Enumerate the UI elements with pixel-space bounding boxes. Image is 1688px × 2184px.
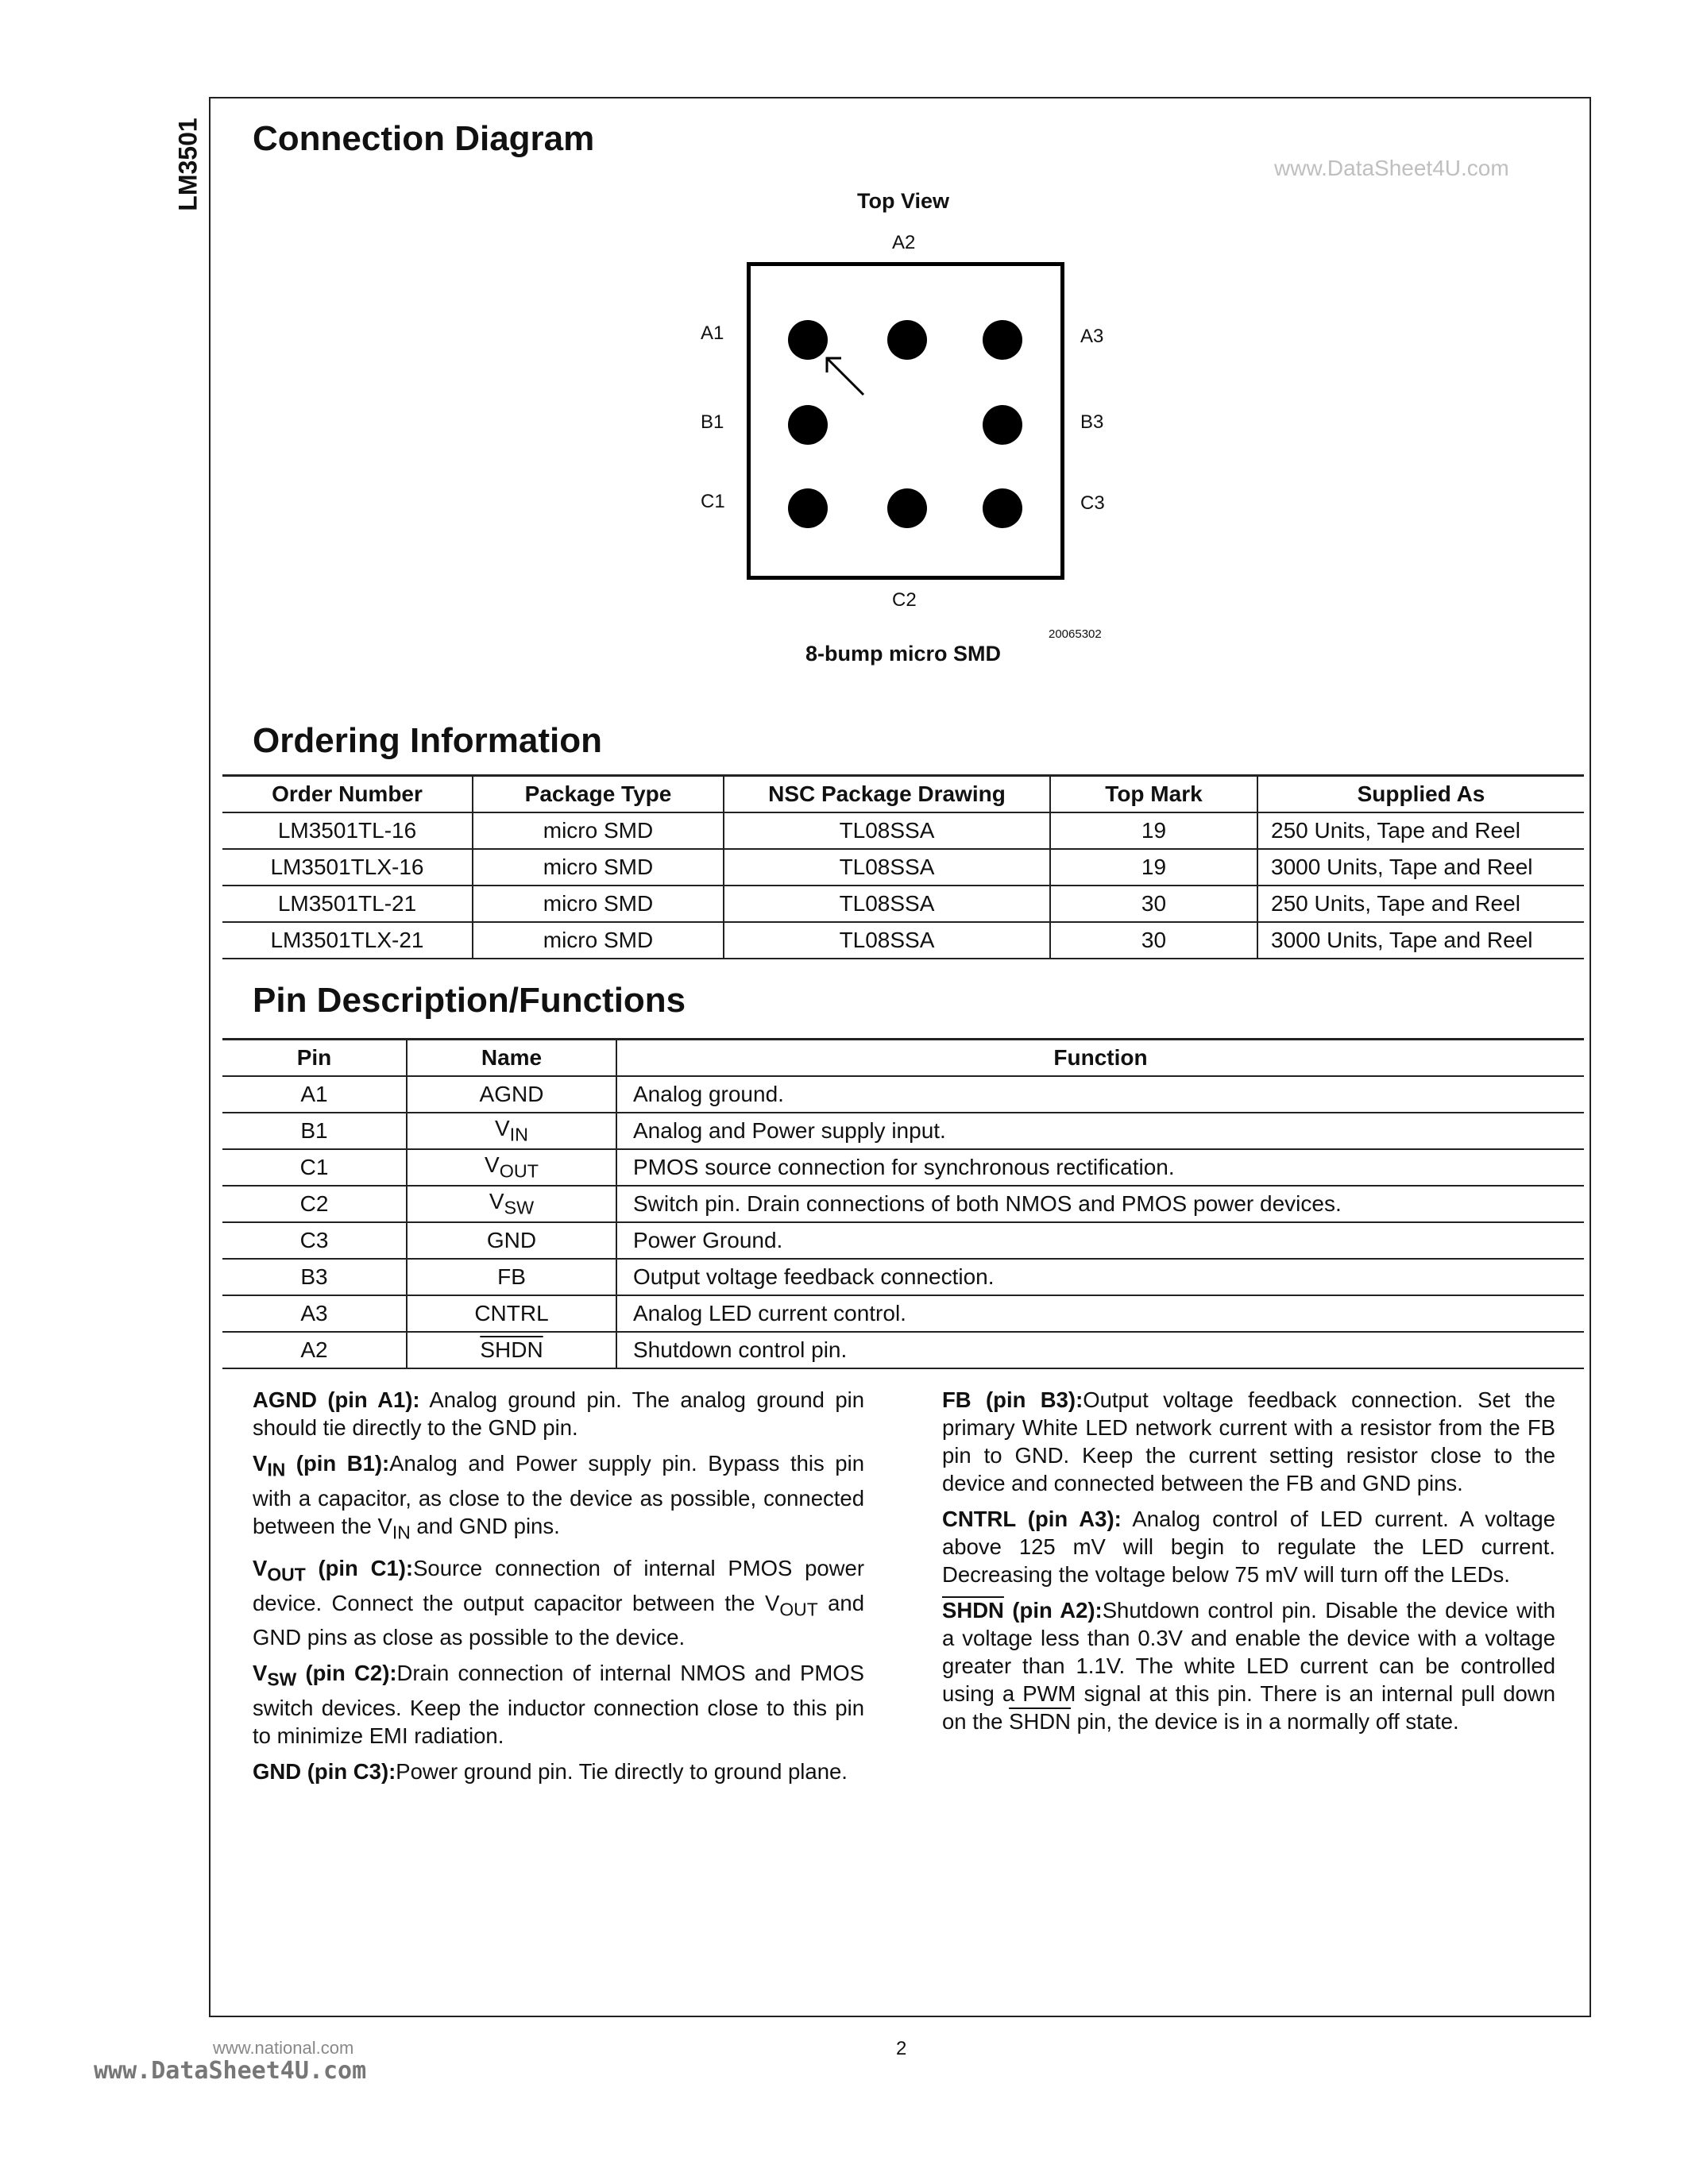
package-caption: 8-bump micro SMD xyxy=(805,642,1002,666)
vsw-label xyxy=(253,1661,397,1690)
pin-row xyxy=(222,1222,1584,1259)
pin-id-cell: B3 xyxy=(222,1259,407,1295)
bump-a3 xyxy=(983,320,1022,360)
pin-label-c2: C2 xyxy=(892,589,917,611)
pin-name-subscript: OUT xyxy=(499,1160,539,1182)
order-number-cell: LM3501TL-21 xyxy=(222,886,473,922)
supplied-as-cell: 3000 Units, Tape and Reel xyxy=(1257,922,1584,959)
ordering-col-package-type: Package Type xyxy=(473,776,724,813)
shdn-symbol: SHDN xyxy=(942,1598,1004,1623)
fb-description xyxy=(942,1386,1555,1497)
pin-name-cell xyxy=(407,1076,616,1113)
shdn-label xyxy=(942,1598,1103,1623)
agnd-label: AGND (pin A1): xyxy=(253,1387,420,1412)
pin-name-subscript: IN xyxy=(509,1124,529,1145)
pin-function-cell: Power Ground. xyxy=(616,1222,1584,1259)
ordering-table xyxy=(222,774,1584,959)
watermark-top: www.DataSheet4U.com xyxy=(1274,156,1509,180)
pin-label-c3: C3 xyxy=(1080,492,1105,514)
connection-diagram-heading: Connection Diagram xyxy=(253,119,595,158)
pin-col-function: Function xyxy=(616,1040,1584,1077)
pin-name-cell xyxy=(407,1149,616,1186)
top-mark-cell: 19 xyxy=(1050,812,1257,849)
vin-symbol: V xyxy=(253,1451,268,1476)
vout-text-2: and GND pins as close as possible to the device. xyxy=(253,1590,864,1650)
footer-url[interactable]: www.national.com xyxy=(213,2038,354,2058)
pin-function-cell: Output voltage feedback connection. xyxy=(616,1259,1584,1295)
pin-name: FB xyxy=(497,1264,526,1289)
pin-row xyxy=(222,1332,1584,1368)
pin-function-cell: PMOS source connection for synchronous rectification. xyxy=(616,1149,1584,1186)
vout-text-subscript: OUT xyxy=(779,1599,818,1619)
shdn-text-1: Shutdown control pin. Disable the device with a voltage less than 0.3V and enable the device with a voltage greater than 1.1V. The white LED current can be controlled using a PWM signal at this pin. There is an internal pull down on the xyxy=(942,1598,1556,1734)
vout-subscript: OUT xyxy=(267,1564,306,1585)
pin-col-name: Name xyxy=(407,1040,616,1077)
pin-name: AGND xyxy=(479,1082,544,1106)
pin-name-cell xyxy=(407,1113,616,1149)
vsw-subscript: SW xyxy=(267,1669,297,1690)
supplied-as-cell: 250 Units, Tape and Reel xyxy=(1257,812,1584,849)
side-part-number-text: LM3501 xyxy=(173,118,203,211)
pin-row xyxy=(222,1186,1584,1222)
bump-b3 xyxy=(983,405,1022,445)
pin-id-cell: A2 xyxy=(222,1332,407,1368)
top-mark-cell: 19 xyxy=(1050,849,1257,886)
package-type-cell: micro SMD xyxy=(473,922,724,959)
pin-table xyxy=(222,1038,1584,1369)
agnd-description xyxy=(253,1386,864,1441)
ordering-row xyxy=(222,886,1584,922)
vsw-pin: (pin C2): xyxy=(296,1661,397,1685)
pin-name-cell xyxy=(407,1332,616,1368)
supplied-as-cell: 250 Units, Tape and Reel xyxy=(1257,886,1584,922)
top-view-label: Top View xyxy=(856,189,950,213)
cntrl-text: Analog control of LED current. A voltage above 125 mV will begin to regulate the LED current. Decreasing the voltage below 75 mV will turn off the LEDs. xyxy=(942,1507,1555,1587)
bump-a2 xyxy=(887,320,927,360)
bump-b1 xyxy=(788,405,828,445)
vout-label xyxy=(253,1556,414,1585)
pin-label-c1: C1 xyxy=(701,491,725,512)
pin-id-cell: A3 xyxy=(222,1295,407,1332)
vout-text-1: Source connection of internal PMOS power device. Connect the output capacitor between the V xyxy=(253,1556,864,1615)
pin1-arrow-icon xyxy=(822,353,870,401)
package-type-cell: micro SMD xyxy=(473,886,724,922)
pin-row xyxy=(222,1076,1584,1113)
bump-c3 xyxy=(983,488,1022,528)
vsw-text: Drain connection of internal NMOS and PMOS switch devices. Keep the inductor connection close to this pin to minimize EMI radiation. xyxy=(253,1661,864,1748)
pin-name: V xyxy=(485,1152,500,1178)
pin-name: GND xyxy=(486,1228,537,1252)
figure-number: 20065302 xyxy=(1049,627,1102,641)
pin-header-row xyxy=(222,1040,1584,1077)
ordering-col-supplied-as: Supplied As xyxy=(1257,776,1584,813)
pin-label-b1: B1 xyxy=(701,411,724,433)
pin-function-cell: Analog LED current control. xyxy=(616,1295,1584,1332)
bump-c2 xyxy=(887,488,927,528)
pin-function-cell: Shutdown control pin. xyxy=(616,1332,1584,1368)
pin-name-subscript: SW xyxy=(504,1197,535,1218)
vin-label xyxy=(253,1451,390,1480)
pin-descriptions-right xyxy=(942,1386,1555,1743)
drawing-cell: TL08SSA xyxy=(724,849,1050,886)
ordering-col-top-mark: Top Mark xyxy=(1050,776,1257,813)
pin-function-cell: Analog ground. xyxy=(616,1076,1584,1113)
side-part-number xyxy=(168,105,208,224)
page-number: 2 xyxy=(896,2038,907,2059)
pin-name-cell xyxy=(407,1259,616,1295)
shdn-description xyxy=(942,1596,1555,1735)
pin-label-a3: A3 xyxy=(1080,326,1104,347)
order-number-cell: LM3501TLX-21 xyxy=(222,922,473,959)
package-outline xyxy=(747,262,1064,580)
shdn-text-name: SHDN xyxy=(1009,1709,1072,1734)
shdn-text-2: pin, the device is in a normally off state. xyxy=(1071,1709,1459,1734)
gnd-text: Power ground pin. Tie directly to ground plane. xyxy=(396,1758,848,1784)
pin-function-cell: Analog and Power supply input. xyxy=(616,1113,1584,1149)
pin-label-b3: B3 xyxy=(1080,411,1104,433)
vout-pin: (pin C1): xyxy=(305,1556,414,1580)
package-type-cell: micro SMD xyxy=(473,849,724,886)
top-mark-cell: 30 xyxy=(1050,922,1257,959)
fb-text: Output voltage feedback connection. Set the primary White LED network current with a resistor from the FB pin to GND. Keep the current setting resistor close to the device and connected between the FB and GND pins. xyxy=(942,1387,1555,1495)
shdn-pin: (pin A2): xyxy=(1003,1598,1103,1623)
drawing-cell: TL08SSA xyxy=(724,922,1050,959)
order-number-cell: LM3501TL-16 xyxy=(222,812,473,849)
pin-name-cell xyxy=(407,1222,616,1259)
pin-id-cell: B1 xyxy=(222,1113,407,1149)
supplied-as-cell: 3000 Units, Tape and Reel xyxy=(1257,849,1584,886)
pin-row xyxy=(222,1259,1584,1295)
vin-pin: (pin B1): xyxy=(285,1451,390,1476)
fb-label: FB (pin B3): xyxy=(942,1387,1083,1412)
pin-function-cell: Switch pin. Drain connections of both NMOS and PMOS power devices. xyxy=(616,1186,1584,1222)
vin-text-1: Analog and Power supply pin. Bypass this pin with a capacitor, as close to the device as possible, connected between the V xyxy=(253,1451,864,1538)
agnd-text: Analog ground pin. The analog ground pin should tie directly to the GND pin. xyxy=(253,1387,865,1440)
gnd-description xyxy=(253,1758,864,1785)
vsw-symbol: V xyxy=(253,1661,268,1685)
vout-description xyxy=(253,1554,864,1651)
ordering-heading: Ordering Information xyxy=(253,721,602,760)
pin-description-heading: Pin Description/Functions xyxy=(253,981,686,1020)
bump-c1 xyxy=(788,488,828,528)
pin-name: V xyxy=(494,1116,510,1141)
pin-name: SHDN xyxy=(480,1337,543,1362)
pin-label-a1: A1 xyxy=(701,322,724,344)
footer-watermark: www.DataSheet4U.com xyxy=(94,2057,367,2085)
ordering-row xyxy=(222,922,1584,959)
cntrl-description xyxy=(942,1505,1555,1588)
pin-name: CNTRL xyxy=(474,1301,549,1325)
gnd-label: GND (pin C3): xyxy=(253,1758,396,1784)
pin-id-cell: A1 xyxy=(222,1076,407,1113)
package-type-cell: micro SMD xyxy=(473,812,724,849)
pin-name-cell xyxy=(407,1295,616,1332)
vsw-description xyxy=(253,1659,864,1750)
ordering-col-drawing: NSC Package Drawing xyxy=(724,776,1050,813)
top-mark-cell: 30 xyxy=(1050,886,1257,922)
pin-id-cell: C2 xyxy=(222,1186,407,1222)
vin-subscript: IN xyxy=(267,1459,286,1480)
ordering-row xyxy=(222,812,1584,849)
drawing-cell: TL08SSA xyxy=(724,886,1050,922)
pin-id-cell: C3 xyxy=(222,1222,407,1259)
pin-name-cell xyxy=(407,1186,616,1222)
pin-row xyxy=(222,1295,1584,1332)
ordering-col-order-number: Order Number xyxy=(222,776,473,813)
ordering-row xyxy=(222,849,1584,886)
drawing-cell: TL08SSA xyxy=(724,812,1050,849)
pin-descriptions-left xyxy=(253,1386,864,1793)
cntrl-label: CNTRL (pin A3): xyxy=(942,1507,1122,1531)
pin-col-pin: Pin xyxy=(222,1040,407,1077)
pin-row xyxy=(222,1113,1584,1149)
pin-id-cell: C1 xyxy=(222,1149,407,1186)
vout-symbol: V xyxy=(253,1556,268,1580)
pin-name: V xyxy=(489,1189,504,1214)
vin-description xyxy=(253,1449,864,1546)
pin-row xyxy=(222,1149,1584,1186)
vin-text-subscript: IN xyxy=(392,1522,411,1542)
ordering-header-row xyxy=(222,776,1584,813)
order-number-cell: LM3501TLX-16 xyxy=(222,849,473,886)
pin-label-a2: A2 xyxy=(892,232,916,253)
vin-text-2: and GND pins. xyxy=(410,1513,560,1538)
